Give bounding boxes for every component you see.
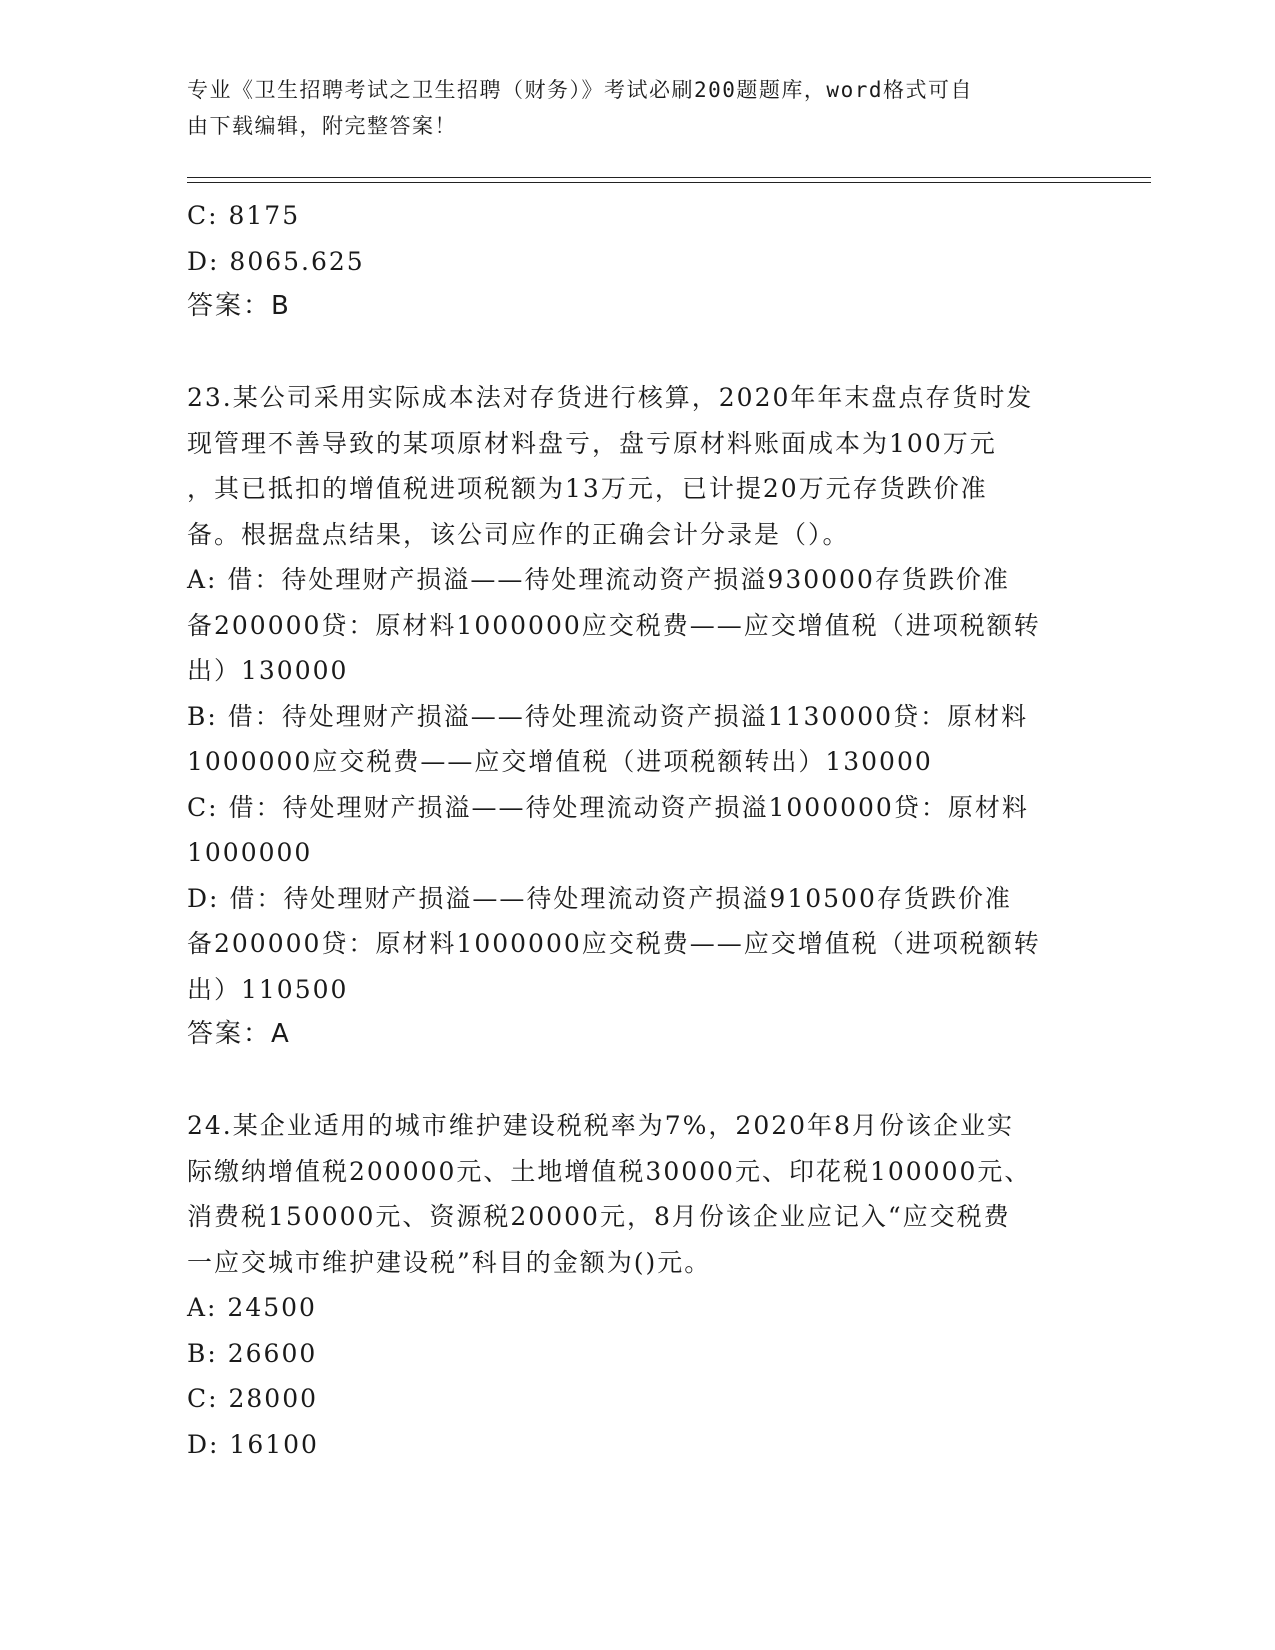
header-divider (187, 182, 1151, 183)
answer: 答案：B (187, 291, 291, 321)
question-stem-line: 际缴纳增值税200000元、土地增值税30000元、印花税100000元、 (187, 1156, 1032, 1186)
option-d-line: D: 借：待处理财产损溢——待处理流动资产损溢910500存货跌价准 (187, 883, 1012, 913)
spacer (187, 330, 1087, 376)
option-b: B: 26600 (187, 1338, 318, 1368)
question-stem-line: 23.某公司采用实际成本法对存货进行核算，2020年年末盘点存货时发 (187, 383, 1034, 412)
option-c: C: 8175 (187, 201, 301, 230)
question-23 (187, 375, 1087, 1058)
question-stem-line: 消费税150000元、资源税20000元，8月份该企业应记入“应交税费 (187, 1202, 1011, 1231)
document-body (187, 193, 1087, 1467)
option-c: C: 28000 (187, 1384, 319, 1413)
option-b-line: B: 借：待处理财产损溢——待处理流动资产损溢1130000贷：原材料 (187, 701, 1029, 731)
option-c-line: 1000000 (187, 838, 313, 867)
option-d: D: 8065.625 (187, 246, 365, 276)
option-b-line: 1000000应交税费——应交增值税（进项税额转出）130000 (187, 747, 933, 776)
question-stem-line: ，其已抵扣的增值税进项税额为13万元，已计提20万元存货跌价准 (187, 474, 988, 503)
question-24 (187, 1103, 1087, 1467)
option-d-line: 备200000贷：原材料1000000应交税费——应交增值税（进项税额转 (187, 929, 1041, 958)
option-c-line: C: 借：待处理财产损溢——待处理流动资产损溢1000000贷：原材料 (187, 792, 1029, 822)
spacer (187, 1058, 1087, 1104)
option-d: D: 16100 (187, 1429, 319, 1459)
header-line: 专业《卫生招聘考试之卫生招聘（财务）》考试必刷200题题库，word格式可自 (187, 78, 973, 102)
question-stem-line: 一应交城市维护建设税”科目的金额为()元。 (187, 1247, 712, 1277)
answer: 答案：A (187, 1019, 291, 1049)
option-a: A: 24500 (187, 1293, 317, 1322)
document-header (187, 72, 1087, 144)
question-22-tail (187, 193, 1087, 330)
header-divider (187, 177, 1151, 178)
question-stem-line: 24.某企业适用的城市维护建设税税率为7%，2020年8月份该企业实 (187, 1111, 1014, 1140)
question-stem-line: 现管理不善导致的某项原材料盘亏，盘亏原材料账面成本为100万元 (187, 428, 997, 458)
option-a-line: 备200000贷：原材料1000000应交税费——应交增值税（进项税额转 (187, 610, 1041, 640)
question-stem-line: 备。根据盘点结果，该公司应作的正确会计分录是（）。 (187, 519, 850, 549)
option-d-line: 出）110500 (187, 974, 349, 1004)
option-a-line: A: 借：待处理财产损溢——待处理流动资产损溢930000存货跌价准 (187, 565, 1010, 594)
option-a-line: 出）130000 (187, 656, 349, 685)
header-line: 由下载编辑，附完整答案！ (187, 114, 457, 138)
